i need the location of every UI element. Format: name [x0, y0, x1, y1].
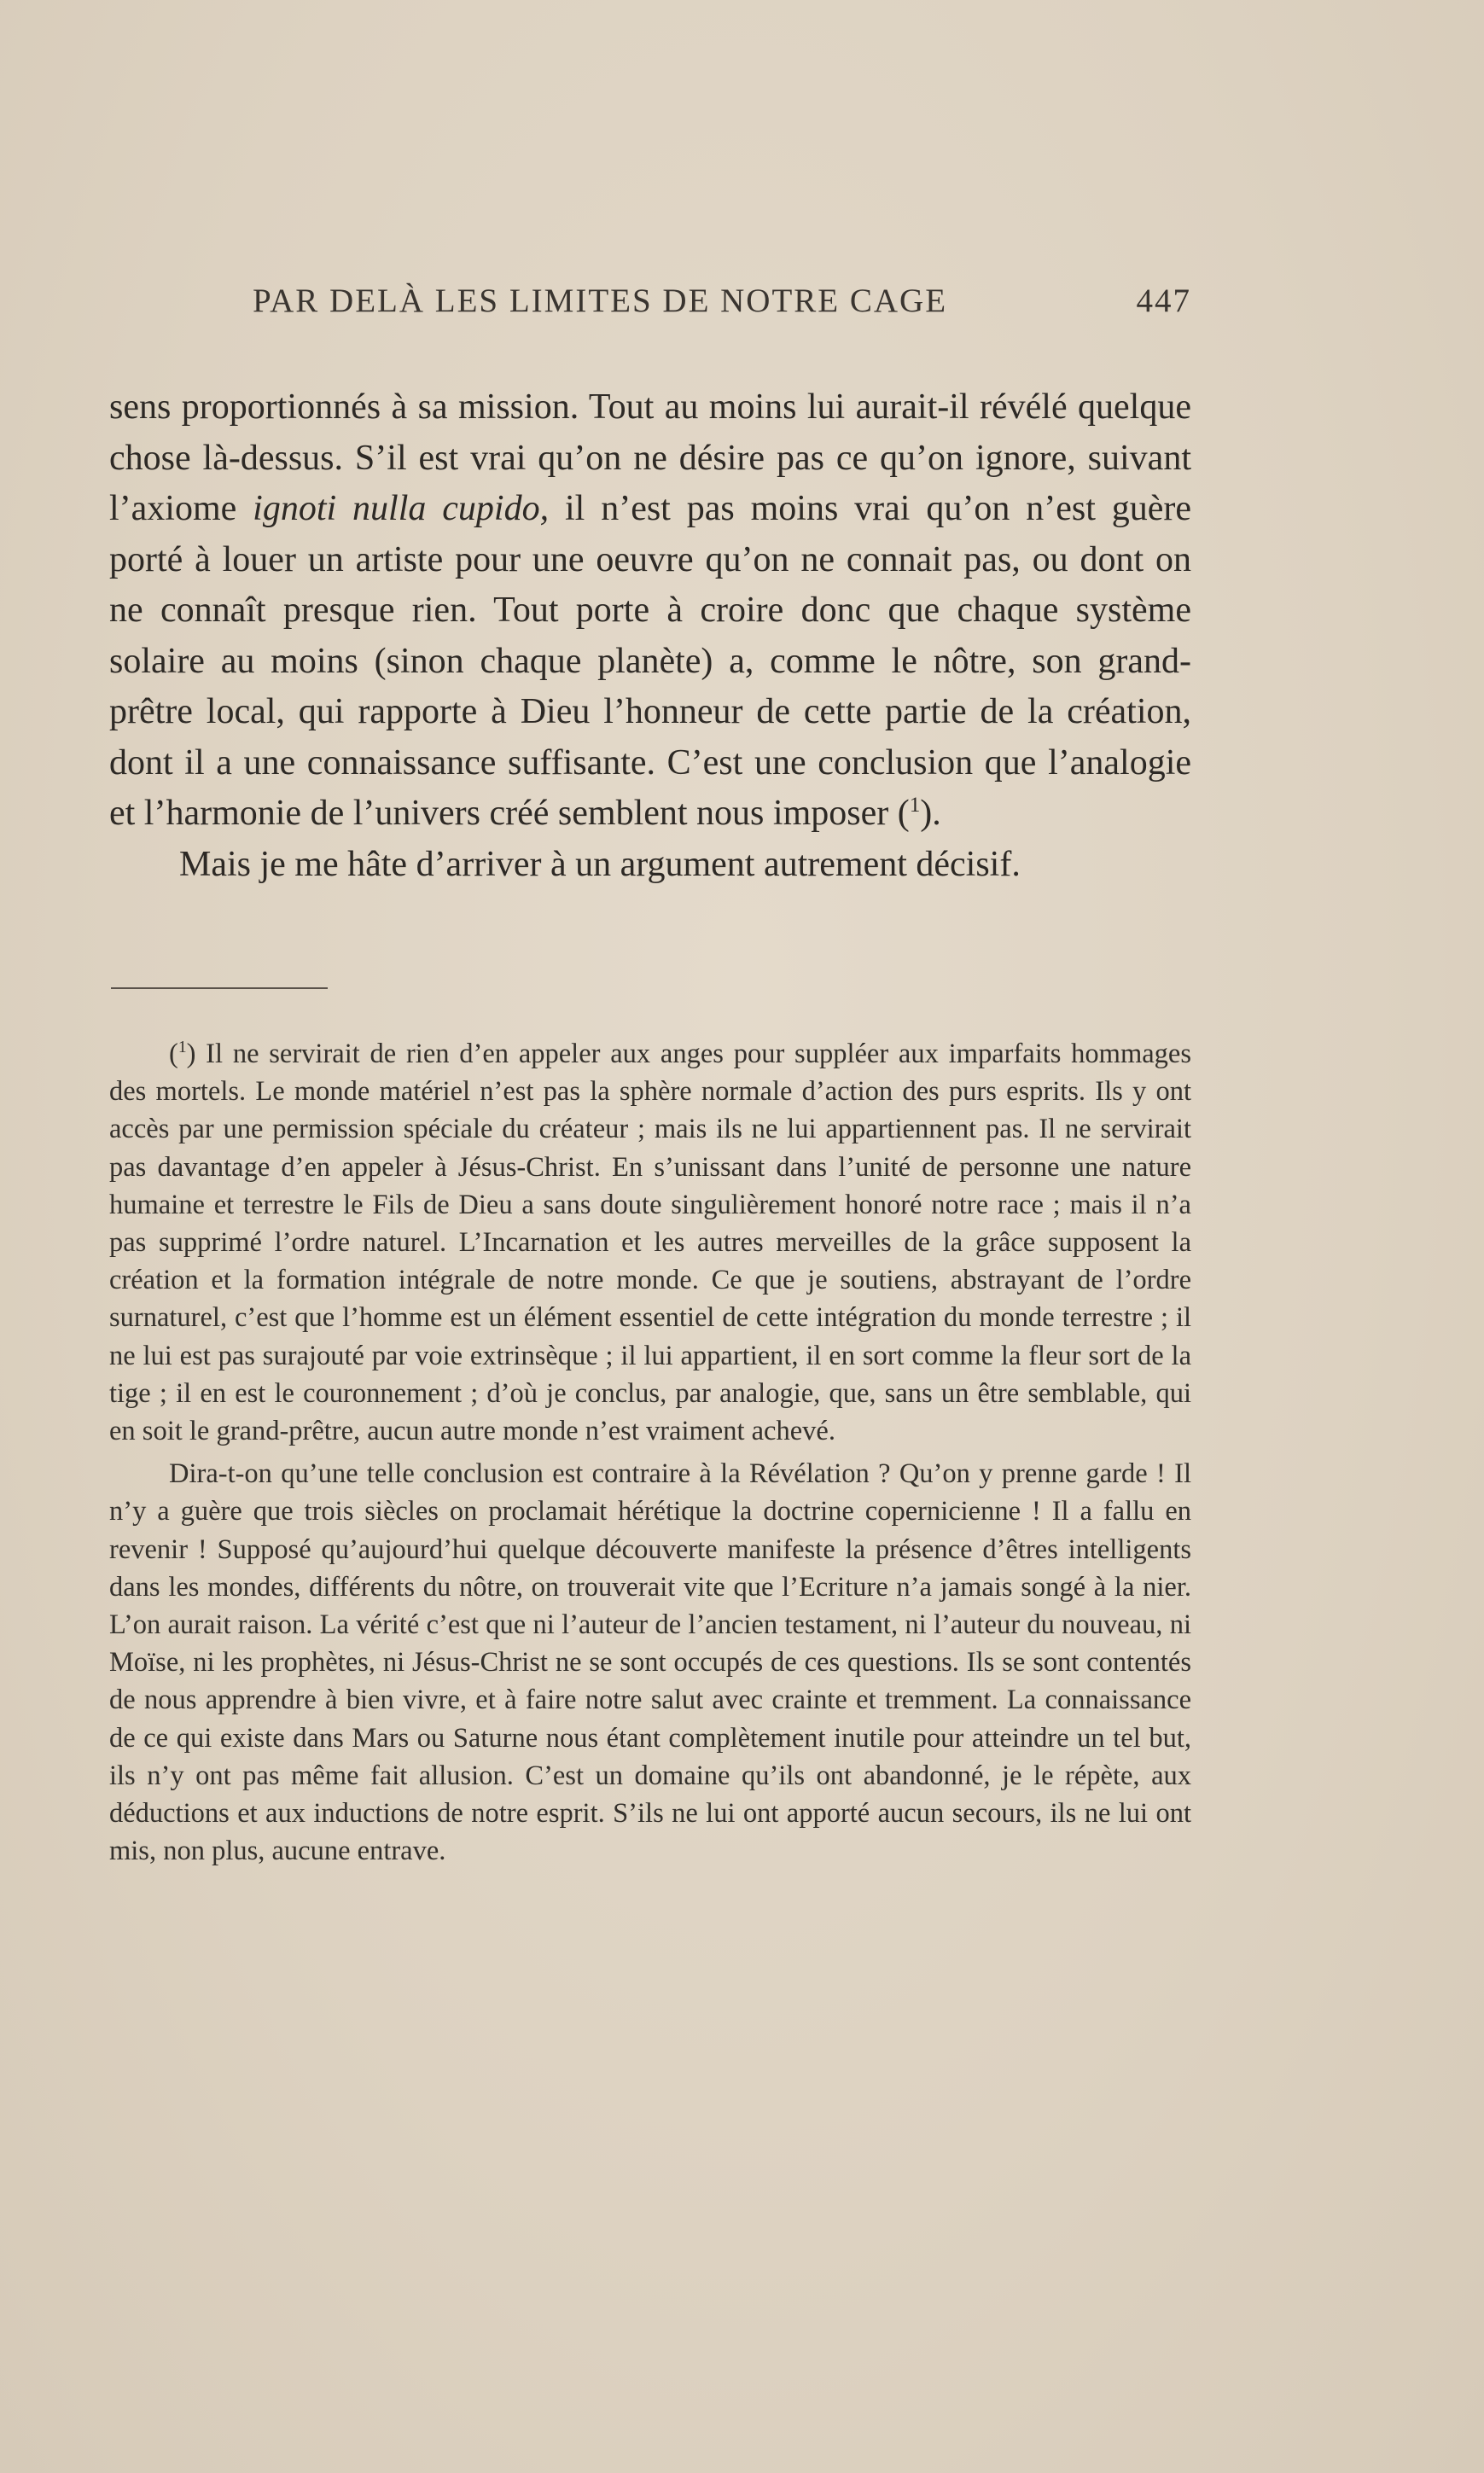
footnote-separator	[111, 987, 328, 989]
footnote-marker: 1	[177, 1039, 187, 1057]
paragraph	[109, 382, 1191, 840]
latin-phrase: ignoti nulla cupido,	[253, 489, 550, 528]
running-title: PAR DELÀ LES LIMITES DE NOTRE CAGE	[253, 282, 948, 319]
paragraph-text: sens proportionnés à sa mission. Tout au moins lui aurait-il révélé quelque chose là-dessus. S’il est vrai qu’on ne désire pas ce qu’on ignore, suivant l’axiome	[109, 387, 1191, 528]
main-text	[109, 382, 1191, 890]
paragraph-text: il n’est pas moins vrai qu’on n’est guère porté à louer un artiste pour une oeuvre qu’on ne connait pas, ou dont on ne connaît presque rien. Tout porte à croire donc que chaque système solaire au moins (sinon chaque planète) a, comme le nôtre, son grand-prêtre local, qui rapporte à Dieu l’honneur de cette partie de la création, dont il a une connaissance suffisante. C’est une conclusion que l’analogie et l’harmonie de l’univers créé semblent nous imposer (	[109, 489, 1192, 833]
paragraph-text: ).	[920, 794, 941, 833]
footnote-paragraph: Dira-t-on qu’une telle conclusion est contraire à la Révélation ? Qu’on y prenne garde ! Il n’y a guère que trois siècles on proclamait hérétique la doctrine copernicienne ! Il a fallu en revenir ! Supposé qu’aujourd’hui quelque découverte manifeste la présence d’êtres intelligents dans les mondes, différents du nôtre, on trouverait vite que l’Ecriture n’a jamais songé à la nier. L’on aurait raison. La vérité c’est que ni l’auteur de l’ancien testament, ni l’auteur du nouveau, ni Moïse, ni les prophètes, ni Jésus-Christ ne se sont occupés de ces questions. Ils se sont contentés de nous apprendre à bien vivre, et à faire notre salut avec crainte et tremment. La connaissance de ce qui existe dans Mars ou Saturne nous étant complètement inutile pour atteindre un tel but, ils n’y ont pas même fait allusion. C’est un domaine qu’ils ont abandonné, je le répète, aux déductions et aux inductions de notre esprit. S’ils ne lui ont apporté aucun secours, ils ne lui ont mis, non plus, aucune entrave.	[109, 1458, 1191, 1867]
page-number: 447	[1136, 282, 1191, 319]
footnotes	[109, 1035, 1191, 1870]
paragraph: Mais je me hâte d’arriver à un argument autrement décisif.	[179, 844, 1021, 884]
footnote-reference: 1	[909, 794, 921, 817]
footnote-text: Il ne servirait de rien d’en appeler aux anges pour suppléer aux imparfaits hommages des mortels. Le monde matériel n’est pas la sphère normale d’action des purs esprits. Ils y ont accès par une permission spéciale du créateur ; mais ils ne lui appartiennent pas. Il ne servirait pas davantage d’en appeler à Jésus-Christ. En s’unissant dans l’unité de personne une nature humaine et terrestre le Fils de Dieu a sans doute singulièrement honoré notre race ; mais il n’a pas supprimé l’ordre naturel. L’Incarnation et les autres merveilles de la grâce supposent la création et la formation intégrale de notre monde. Ce que je soutiens, abstrayant de l’ordre surnaturel, c’est que l’homme est un élément essentiel de cette intégration du monde terrestre ; il ne lui est pas surajouté par voie extrinsèque ; il lui appartient, il en sort comme la fleur sort de la tige ; il en est le couronnement ; d’où je conclus, par analogie, que, sans un être semblable, qui en soit le grand-prêtre, aucun autre monde n’est vraiment achevé.	[109, 1039, 1191, 1447]
page-header	[253, 282, 1191, 324]
footnote: ($^1$) Il ne servirait de rien d’en appeler aux anges pour suppléer aux imparfaits hommages des mortels. Le monde matériel n’est pas la sphère normale d’action des purs esprits. Ils y ont accès par une permission spéciale du créateur ; mais ils ne lui appartiennent pas. Il ne servirait pas davantage d’en appeler à Jésus-Christ. En s’unissant dans l’unité de personne une nature humaine et terrestre le Fils de Dieu a sans doute singulièrement honoré notre race ; mais il n’a pas supprimé l’ordre naturel. L’Incarnation et les autres merveilles de la grâce supposent la création et la formation intégrale de notre monde. Ce que je soutiens, abstrayant de l’ordre surnaturel, c’est que l’homme est un élément essentiel de cette intégration du monde terrestre ; il ne lui est pas surajouté par voie extrinsèque ; il lui appartient, il en sort comme la fleur sort de la tige ; il en est le couronnement ; d’où je conclus, par analogie, que, sans un être semblable, qui en soit le grand-prêtre, aucun autre monde n’est vraiment achevé.	[109, 1039, 1191, 1447]
